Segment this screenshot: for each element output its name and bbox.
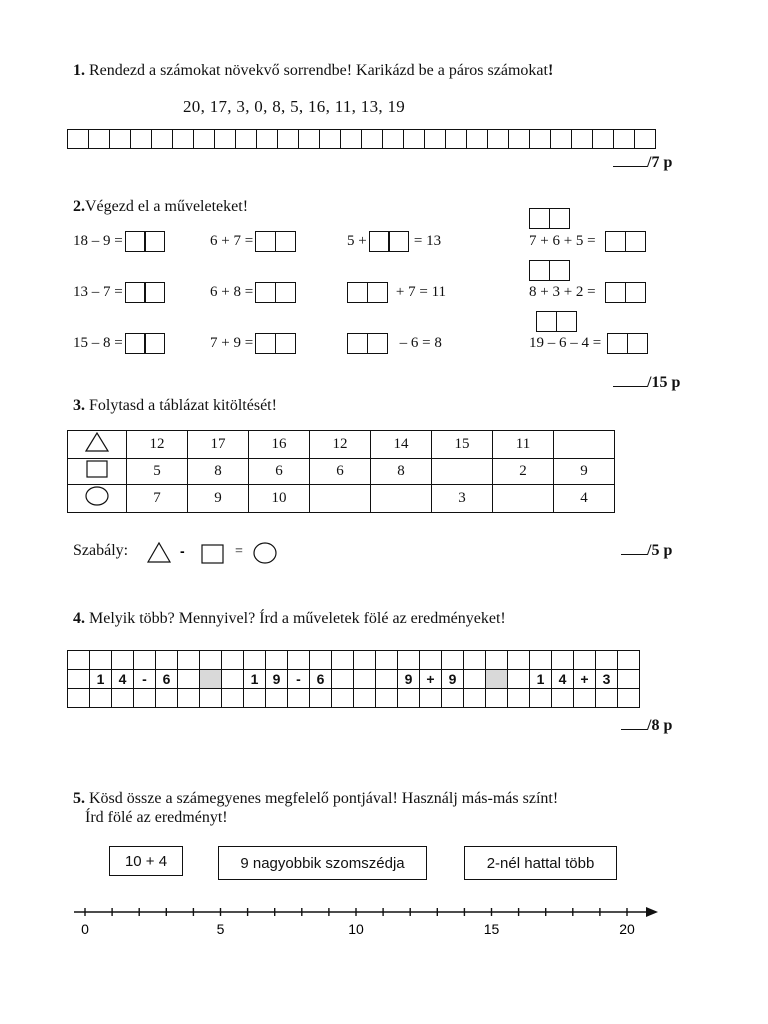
helper-box[interactable]	[536, 311, 575, 332]
arrow-head-icon	[646, 907, 658, 917]
task2-points: /15 p	[613, 374, 680, 392]
task4-title: 4. Melyik több? Mennyivel? Írd a műveletek fölé az eredményeket!	[73, 610, 506, 627]
grid-cell	[200, 670, 222, 689]
grid-cell[interactable]	[508, 670, 530, 689]
grid-cell[interactable]	[222, 689, 244, 708]
grid-cell[interactable]	[68, 651, 90, 670]
grid-cell[interactable]	[530, 689, 552, 708]
task2-exercise: 7 + 6 + 5 =	[529, 231, 647, 252]
grid-cell[interactable]	[596, 689, 618, 708]
grid-cell: -	[288, 670, 310, 689]
grid-cell: 4	[112, 670, 134, 689]
grid-cell[interactable]	[156, 689, 178, 708]
table-row	[68, 485, 615, 513]
grid-cell[interactable]	[68, 689, 90, 708]
answer-box[interactable]	[255, 333, 294, 354]
number-line[interactable]	[60, 900, 670, 945]
task4-grid	[67, 650, 640, 708]
points-blank[interactable]	[621, 542, 647, 555]
answer-cell[interactable]	[67, 129, 89, 149]
task1-points: /7 p	[613, 154, 672, 172]
task2-exercise: 15 – 8 =	[73, 333, 166, 354]
grid-cell[interactable]	[310, 651, 332, 670]
answer-cell[interactable]	[193, 129, 215, 149]
table-cell[interactable]	[310, 485, 371, 513]
table-cell: 6	[310, 459, 371, 485]
grid-cell[interactable]	[178, 651, 200, 670]
grid-cell[interactable]	[508, 689, 530, 708]
task2-title: 2.Végezd el a műveleteket!	[73, 198, 249, 215]
table-cell: 17	[188, 431, 249, 459]
axis-label: 15	[483, 921, 500, 937]
answer-cell[interactable]	[109, 129, 131, 149]
answer-cell[interactable]	[508, 129, 530, 149]
answer-cell[interactable]	[571, 129, 593, 149]
table-cell: 12	[310, 431, 371, 459]
answer-cell[interactable]	[298, 129, 320, 149]
task2-exercise: 5 + = 13	[347, 231, 441, 252]
grid-cell: 1	[530, 670, 552, 689]
expression-box-3[interactable]: 2-nél hattal több	[464, 846, 617, 880]
grid-cell[interactable]	[354, 670, 376, 689]
answer-cell[interactable]	[634, 129, 656, 149]
table-cell: 15	[432, 431, 493, 459]
grid-cell[interactable]	[134, 651, 156, 670]
square-icon	[202, 545, 223, 563]
grid-cell[interactable]	[310, 689, 332, 708]
circle-icon	[84, 485, 110, 507]
answer-cell[interactable]	[151, 129, 173, 149]
answer-box[interactable]	[255, 282, 294, 303]
answer-box[interactable]	[125, 231, 164, 252]
grid-row	[68, 689, 640, 708]
answer-box[interactable]	[347, 282, 386, 303]
answer-cell[interactable]	[424, 129, 446, 149]
answer-cell[interactable]	[403, 129, 425, 149]
table-row	[68, 431, 615, 459]
row-symbol	[68, 431, 127, 459]
grid-cell: -	[134, 670, 156, 689]
task2-exercise: 7 + 9 =	[210, 333, 297, 354]
rule-formula	[146, 540, 282, 566]
task4-points: /8 p	[621, 717, 672, 735]
square-icon	[85, 459, 109, 479]
grid-cell[interactable]	[200, 651, 222, 670]
rule-minus: -	[180, 543, 185, 559]
answer-cell[interactable]	[172, 129, 194, 149]
axis-label: 10	[348, 921, 364, 937]
points-blank[interactable]	[613, 374, 647, 387]
row-symbol	[68, 459, 127, 485]
grid-cell[interactable]	[332, 670, 354, 689]
grid-cell[interactable]	[420, 689, 442, 708]
grid-cell: 3	[596, 670, 618, 689]
axis-label: 5	[216, 921, 225, 937]
answer-box[interactable]	[125, 333, 164, 354]
row-symbol	[68, 485, 127, 513]
answer-cell[interactable]	[88, 129, 110, 149]
grid-cell[interactable]	[552, 689, 574, 708]
task2-exercise: – 6 = 8	[345, 333, 442, 354]
task1-number-list: 20, 17, 3, 0, 8, 5, 16, 11, 13, 19	[183, 97, 406, 116]
rule-label: Szabály:	[73, 542, 129, 559]
table-row	[68, 459, 615, 485]
table-cell: 9	[188, 485, 249, 513]
grid-cell[interactable]	[596, 651, 618, 670]
grid-cell[interactable]	[112, 651, 134, 670]
grid-cell[interactable]	[464, 651, 486, 670]
grid-cell[interactable]	[420, 651, 442, 670]
grid-cell[interactable]	[464, 670, 486, 689]
table-cell[interactable]	[432, 459, 493, 485]
grid-cell[interactable]	[244, 689, 266, 708]
table-cell: 6	[249, 459, 310, 485]
grid-cell[interactable]	[442, 651, 464, 670]
rule-equals: =	[235, 544, 243, 559]
grid-cell[interactable]	[354, 651, 376, 670]
answer-cell[interactable]	[319, 129, 341, 149]
task5-title: 5. Kösd össze a számegyenes megfelelő pontjával! Használj más-más színt! Írd fölé az eredményt!	[73, 790, 559, 826]
answer-box[interactable]	[607, 333, 646, 354]
answer-box[interactable]	[605, 282, 644, 303]
grid-cell: 1	[90, 670, 112, 689]
grid-cell[interactable]	[354, 689, 376, 708]
task2-exercise: 13 – 7 =	[73, 282, 166, 303]
table-cell: 7	[127, 485, 188, 513]
answer-cell[interactable]	[256, 129, 278, 149]
expression-box-1[interactable]: 10 + 4	[109, 846, 183, 876]
grid-cell[interactable]	[398, 689, 420, 708]
grid-cell[interactable]	[530, 651, 552, 670]
grid-cell[interactable]	[266, 689, 288, 708]
grid-cell[interactable]	[398, 651, 420, 670]
grid-cell[interactable]	[376, 670, 398, 689]
grid-cell[interactable]	[574, 689, 596, 708]
helper-box[interactable]	[529, 260, 568, 281]
grid-cell[interactable]	[288, 651, 310, 670]
grid-cell	[486, 670, 508, 689]
answer-cell[interactable]	[214, 129, 236, 149]
grid-cell[interactable]	[178, 689, 200, 708]
grid-cell[interactable]	[552, 651, 574, 670]
answer-cell[interactable]	[529, 129, 551, 149]
grid-row	[68, 670, 640, 689]
table-cell: 4	[554, 485, 615, 513]
answer-cell[interactable]	[487, 129, 509, 149]
grid-cell[interactable]	[178, 670, 200, 689]
helper-box[interactable]	[529, 208, 568, 229]
table-cell: 3	[432, 485, 493, 513]
answer-cell[interactable]	[466, 129, 488, 149]
grid-cell[interactable]	[90, 689, 112, 708]
table-cell[interactable]	[371, 485, 432, 513]
table-cell: 2	[493, 459, 554, 485]
grid-cell[interactable]	[288, 689, 310, 708]
answer-cell[interactable]	[592, 129, 614, 149]
grid-cell: 1	[244, 670, 266, 689]
table-cell: 9	[554, 459, 615, 485]
table-cell[interactable]	[554, 431, 615, 459]
table-cell: 16	[249, 431, 310, 459]
grid-cell[interactable]	[332, 689, 354, 708]
answer-cell[interactable]	[277, 129, 299, 149]
grid-cell[interactable]	[486, 651, 508, 670]
grid-cell[interactable]	[618, 651, 640, 670]
grid-cell[interactable]	[376, 689, 398, 708]
task2-exercise: 8 + 3 + 2 =	[529, 282, 647, 303]
table-cell[interactable]	[493, 485, 554, 513]
points-blank[interactable]	[621, 717, 647, 730]
answer-box[interactable]	[255, 231, 294, 252]
task2-exercise: 6 + 7 =	[210, 231, 297, 252]
grid-cell[interactable]	[332, 651, 354, 670]
grid-cell: 6	[156, 670, 178, 689]
grid-cell[interactable]	[618, 670, 640, 689]
task3-table	[67, 430, 615, 513]
task2-exercise: + 7 = 11	[345, 282, 446, 303]
answer-cell[interactable]	[382, 129, 404, 149]
table-cell: 10	[249, 485, 310, 513]
grid-cell[interactable]	[508, 651, 530, 670]
table-cell: 8	[188, 459, 249, 485]
task3-points: /5 p	[621, 542, 672, 560]
table-cell: 12	[127, 431, 188, 459]
grid-cell[interactable]	[200, 689, 222, 708]
table-cell: 14	[371, 431, 432, 459]
axis-label: 20	[619, 921, 635, 937]
answer-box[interactable]	[125, 282, 164, 303]
answer-cell[interactable]	[361, 129, 383, 149]
answer-box[interactable]	[347, 333, 386, 354]
answer-box[interactable]	[605, 231, 644, 252]
task1-title: 1. Rendezd a számokat növekvő sorrendbe! Karikázd be a páros számokat!	[73, 62, 554, 79]
grid-cell[interactable]	[376, 651, 398, 670]
table-cell: 8	[371, 459, 432, 485]
triangle-icon	[148, 543, 170, 562]
answer-cell[interactable]	[340, 129, 362, 149]
answer-cell[interactable]	[445, 129, 467, 149]
table-cell: 5	[127, 459, 188, 485]
grid-cell[interactable]	[156, 651, 178, 670]
grid-cell: +	[420, 670, 442, 689]
points-blank[interactable]	[613, 154, 647, 167]
grid-cell[interactable]	[244, 651, 266, 670]
answer-cell[interactable]	[550, 129, 572, 149]
grid-cell[interactable]	[112, 689, 134, 708]
grid-cell: 9	[398, 670, 420, 689]
answer-cell[interactable]	[613, 129, 635, 149]
grid-cell[interactable]	[486, 689, 508, 708]
grid-cell[interactable]	[442, 689, 464, 708]
grid-row	[68, 651, 640, 670]
grid-cell[interactable]	[574, 651, 596, 670]
task2-exercise: 6 + 8 =	[210, 282, 297, 303]
task2-exercise: 18 – 9 =	[73, 231, 166, 252]
triangle-icon	[84, 431, 110, 453]
grid-cell[interactable]	[222, 651, 244, 670]
axis-label: 0	[81, 921, 89, 937]
grid-cell[interactable]	[222, 670, 244, 689]
grid-cell[interactable]	[618, 689, 640, 708]
task1-answer-cells[interactable]	[67, 129, 655, 149]
answer-cell[interactable]	[235, 129, 257, 149]
grid-cell[interactable]	[90, 651, 112, 670]
grid-cell: 9	[266, 670, 288, 689]
circle-icon	[254, 543, 276, 563]
grid-cell: 9	[442, 670, 464, 689]
grid-cell[interactable]	[464, 689, 486, 708]
grid-cell[interactable]	[134, 689, 156, 708]
expression-box-2[interactable]: 9 nagyobbik szomszédja	[218, 846, 427, 880]
grid-cell: +	[574, 670, 596, 689]
grid-cell: 4	[552, 670, 574, 689]
grid-cell[interactable]	[68, 670, 90, 689]
grid-cell[interactable]	[266, 651, 288, 670]
task3-title: 3. Folytasd a táblázat kitöltését!	[73, 397, 277, 414]
answer-box[interactable]	[369, 231, 408, 252]
grid-cell: 6	[310, 670, 332, 689]
answer-cell[interactable]	[130, 129, 152, 149]
task2-exercise: 19 – 6 – 4 =	[529, 333, 648, 354]
table-cell: 11	[493, 431, 554, 459]
